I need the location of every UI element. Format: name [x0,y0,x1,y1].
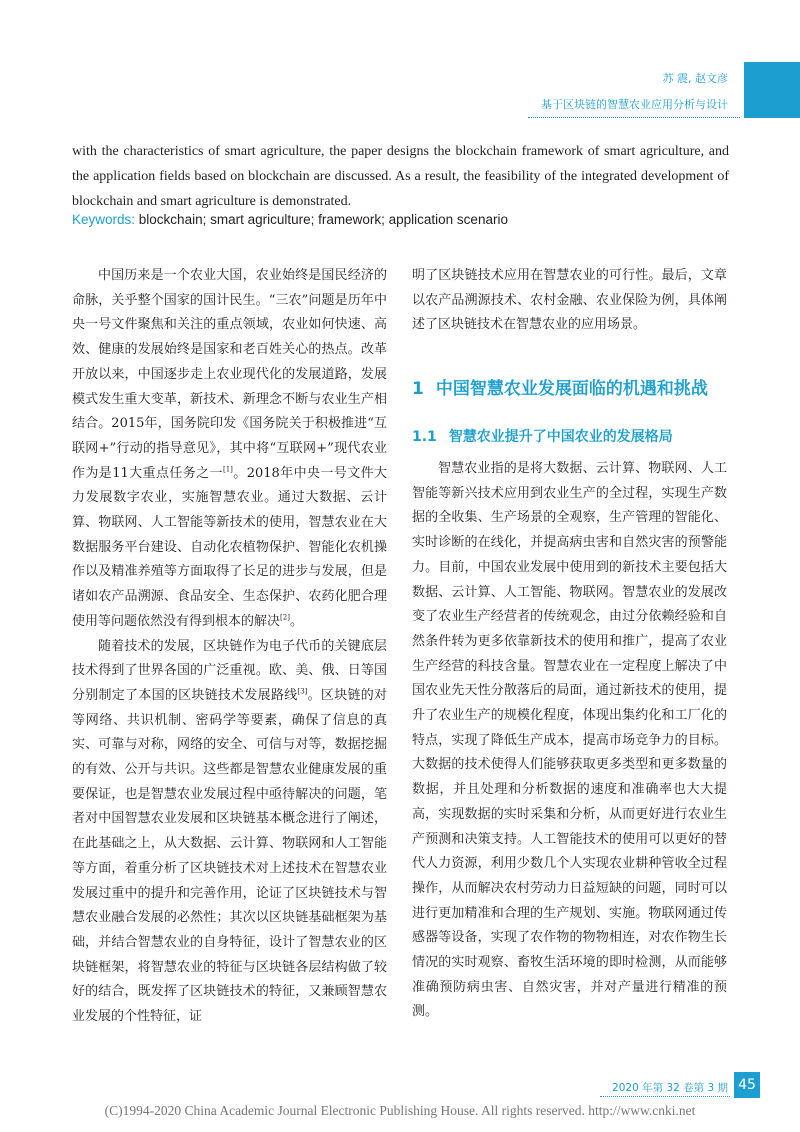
keywords-line [72,212,508,227]
citation-2[interactable]: [2] [280,613,290,622]
running-header-title: 基于区块链的智慧农业应用分析与设计 [541,98,728,111]
keywords-label: Keywords: [72,212,136,227]
subsection-number: 1.1 [412,429,437,445]
page-number: 45 [734,1072,760,1098]
paragraph-section-1-1: 智慧农业指的是将大数据、云计算、物联网、人工智能等新兴技术应用到农业生产的全过程，实现生产数据的全收集、生产场景的全观察，生产管理的智能化、实时诊断的在线化，并提高病虫害和自然灾害的预警能力。目前，中国农业发展中使用到的新技术主要包括大数据、云计算、人工智能、物联网。智慧农业的发展改变了农业生产经营者的传统观念，由过分依赖经验和自然条件转为更多依靠新技术的使用和推广，提高了农业生产经营的科技含量。智慧农业在一定程度上解决了中国农业先天性分散落后的局面，通过新技术的使用，提升了农业生产的规模化程度，体现出集约化和工厂化的特点，实现了降低生产成本，提高市场竞争力的目标。大数据的技术使得人们能够获取更多类型和更多数量的数据，并且处理和分析数据的速度和准确率也大大提高，实现数据的实时采集和分析，从而更好进行农业生产预测和决策支持。人工智能技术的使用可以更好的替代人力资源，利用少数几个人实现农业耕种管收全过程操作，从而解决农村劳动力日益短缺的问题，同时可以进行更加精准和合理的生产规划、实施。物联网通过传感器等设备，实现了农作物的物物相连，对农作物生长情况的实时观察、畜牧生活环境的即时检测，从而能够准确预防病虫害、自然灾害，并对产量进行精准的预测。 [412,461,727,1020]
citation-1[interactable]: [1] [222,465,233,474]
header-color-bar [744,62,800,118]
citation-3[interactable]: [3] [297,687,308,696]
paragraph-intro-1: 中国历来是一个农业大国，农业始终是国民经济的命脉，关乎整个国家的国计民生。“三农”问题是历年中央一号文件聚焦和关注的重点领域，农业如何快速、高效、健康的发展始终是国家和老百姓关心的热点。改革开放以来，中国逐步走上农业现代化的发展道路，发展模式发生重大变革，新技术、新理念不断与农业生产相结合。2015年，国务院印发《国务院关于积极推进“互联网+”行动的指导意见》，其中将“互联网+”现代农业作为是11大重点任务之一[1]。2018年中央一号文件大力发展数字农业，实施智慧农业。通过大数据、云计算、物联网、人工智能等新技术的使用，智慧农业在大数据服务平台建设、自动化农植物保护、智能化农机操作以及精准养殖等方面取得了长足的进步与发展，但是诸如农产品溯源、食品安全、生态保护、农药化肥合理使用等问题依然没有得到根本的解决[2]。 [72,268,387,629]
paragraph-intro-2: 随着技术的发展，区块链作为电子代币的关键底层技术得到了世界各国的广泛重视。欧、美、俄、日等国分别制定了本国的区块链技术发展路线[3]。区块链的对等网络、共识机制、密码学等要素，确保了信息的真实、可靠与对称，网络的安全、可信与对等，数据挖掘的有效、公开与共识。这些都是智慧农业健康发展的重要保证，也是智慧农业发展过程中亟待解决的问题，笔者对中国智慧农业发展和区块链基本概念进行了阐述，在此基础之上，从大数据、云计算、物联网和人工智能等方面，着重分析了区块链技术对上述技术在智慧农业发展过重中的提升和完善作用，论证了区块链技术与智慧农业融合发展的必然性；其次以区块链基础框架为基础，并结合智慧农业的自身特征，设计了智慧农业的区块链框架，将智慧农业的特征与区块链各层结构做了较好的结合，既发挥了区块链技术的特征，又兼顾智慧农业发展的个性特征，证 [72,638,387,1025]
copyright-notice: (C)1994-2020 China Academic Journal Electronic Publishing House. All rights reserved. http://www.cnki.net [104,1103,696,1118]
running-header-authors: 苏 震, 赵文彦 [662,72,728,85]
keywords-text: blockchain; smart agriculture; framework; application scenario [138,212,508,227]
left-column [72,264,387,1030]
section-title: 中国智慧农业发展面临的机遇和挑战 [435,379,708,399]
section-number: 1 [412,379,424,399]
paragraph-intro-2-continued: 明了区块链技术应用在智慧农业的可行性。最后，文章以农产品溯源技术、农村金融、农业保险为例，具体阐述了区块链技术在智慧农业的应用场景。 [412,268,727,333]
abstract-tail: with the characteristics of smart agriculture, the paper designs the blockchain framework of smart agriculture, and the application fields based on blockchain are discussed. As a result, the feasibility of the integrated development of blockchain and smart agriculture is demonstrated. [72,144,729,209]
issue-label: 2020 年第 32 卷第 3 期 [612,1082,728,1094]
subsection-heading-1-1 [412,426,673,446]
right-column-body [412,457,727,1025]
right-column-continuation [412,264,727,338]
footer-divider [600,1096,730,1097]
subsection-title: 智慧农业提升了中国农业的发展格局 [448,429,673,445]
header-divider [528,117,740,118]
section-heading-1 [412,374,708,399]
